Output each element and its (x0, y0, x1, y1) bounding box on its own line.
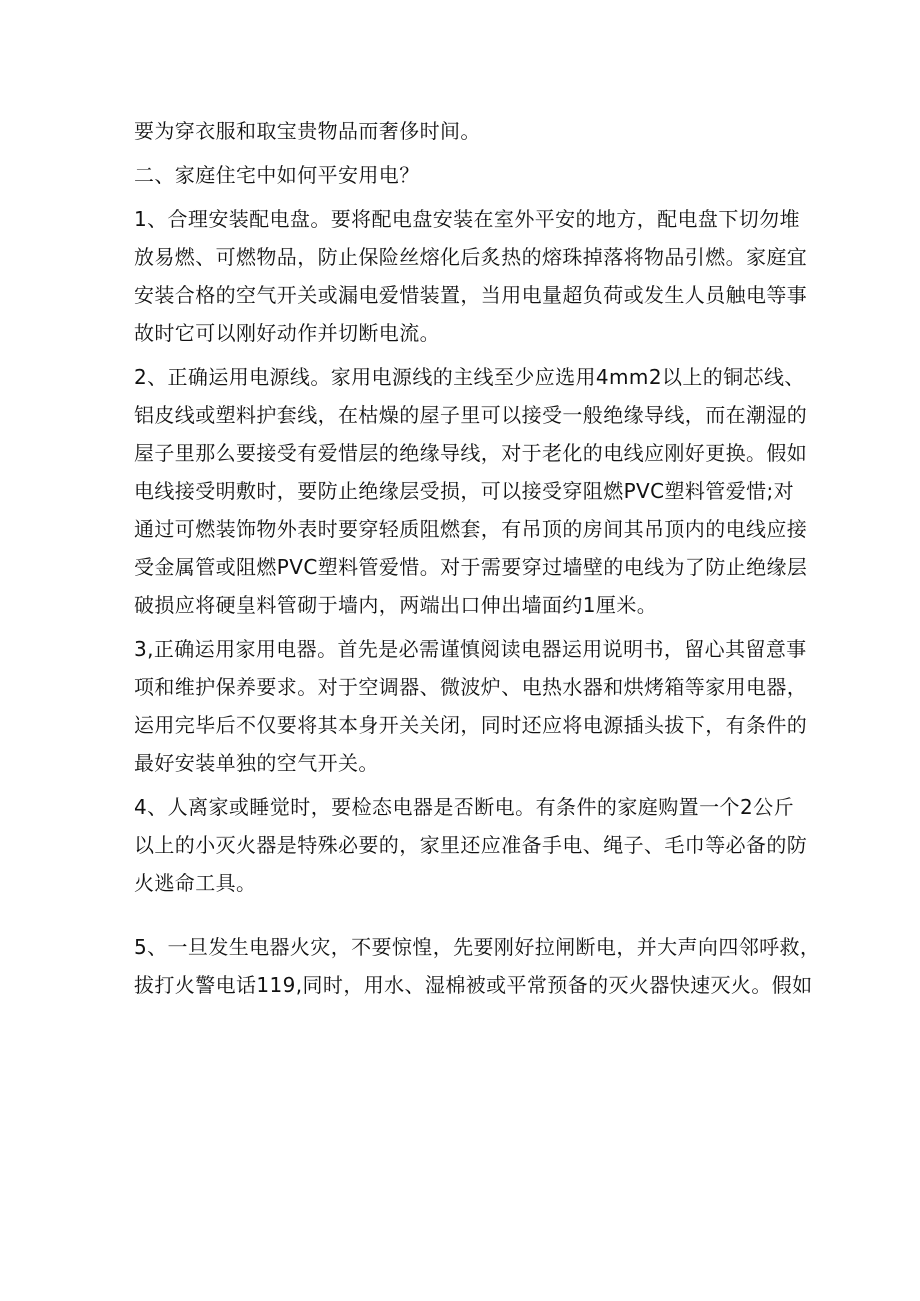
text-line: 要为穿衣服和取宝贵物品而奢侈时间。 (134, 119, 481, 143)
document-page (134, 112, 821, 1004)
section-heading (134, 156, 794, 194)
text-line: 拔打火警电话119,同时，用水、湿棉被或平常预备的灭火器快速灭火。假如 (134, 973, 813, 997)
text-line: 5、一旦发生电器火灾，不要惊惶，先要刚好拉闸断电，并大声向四邻呼救， (134, 935, 821, 959)
text-line: 1、合理安装配电盘。要将配电盘安装在室外平安的地方，配电盘下切勿堆 (134, 207, 800, 231)
paragraph-intro-tail (134, 112, 794, 150)
text-line: 受金属管或阻燃PVC塑料管爱惜。对于需要穿过墙壁的电线为了防止绝缘层 (134, 555, 808, 579)
text-line: 故时它可以刚好动作并切断电流。 (134, 321, 440, 345)
paragraph-item-2 (134, 358, 808, 624)
text-line: 铝皮线或塑料护套线，在枯燥的屋子里可以接受一般绝缘导线，而在潮湿的 (134, 403, 808, 427)
text-line: 2、正确运用电源线。家用电源线的主线至少应选用4mm2以上的铜芯线、 (134, 365, 805, 389)
text-line: 电线接受明敷时，要防止绝缘层受损，可以接受穿阻燃PVC塑料管爱惜;对 (134, 479, 795, 503)
text-line: 通过可燃装饰物外表时要穿轻质阻燃套，有吊顶的房间其吊顶内的电线应接 (134, 517, 808, 541)
text-line: 4、人离家或睡觉时，要检态电器是否断电。有条件的家庭购置一个2公斤 (134, 795, 794, 819)
paragraph-item-1 (134, 200, 808, 352)
text-line: 安装合格的空气开关或漏电爱惜装置，当用电量超负荷或发生人员触电等事 (134, 283, 808, 307)
text-line: 放易燃、可燃物品，防止保险丝熔化后炙热的熔珠掉落将物品引燃。家庭宜 (134, 245, 808, 269)
text-line: 破损应将硬皇料管砌于墙内，两端出口伸出墙面约1厘米。 (134, 593, 658, 617)
text-line: 运用完毕后不仅要将其本身开关关闭，同时还应将电源插头拔下，有条件的 (134, 713, 808, 737)
text-line: 屋子里那么要接受有爱惜层的绝缘导线，对于老化的电线应刚好更换。假如 (134, 441, 808, 465)
paragraph-item-3 (134, 630, 808, 782)
paragraph-item-5 (134, 928, 821, 1004)
text-line: 火逃命工具。 (134, 871, 257, 895)
text-line: 项和维护保养要求。对于空调器、微波炉、电热水器和烘烤箱等家用电器， (134, 675, 808, 699)
text-line: 最好安装单独的空气开关。 (134, 751, 379, 775)
section-heading-text: 二、家庭住宅中如何平安用电？ (134, 163, 420, 187)
text-line: 3,正确运用家用电器。首先是必需谨慎阅读电器运用说明书，留心其留意事 (134, 637, 807, 661)
text-line: 以上的小灭火器是特殊必要的，家里还应准备手电、绳子、毛巾等必备的防 (134, 833, 808, 857)
paragraph-item-4 (134, 788, 808, 902)
